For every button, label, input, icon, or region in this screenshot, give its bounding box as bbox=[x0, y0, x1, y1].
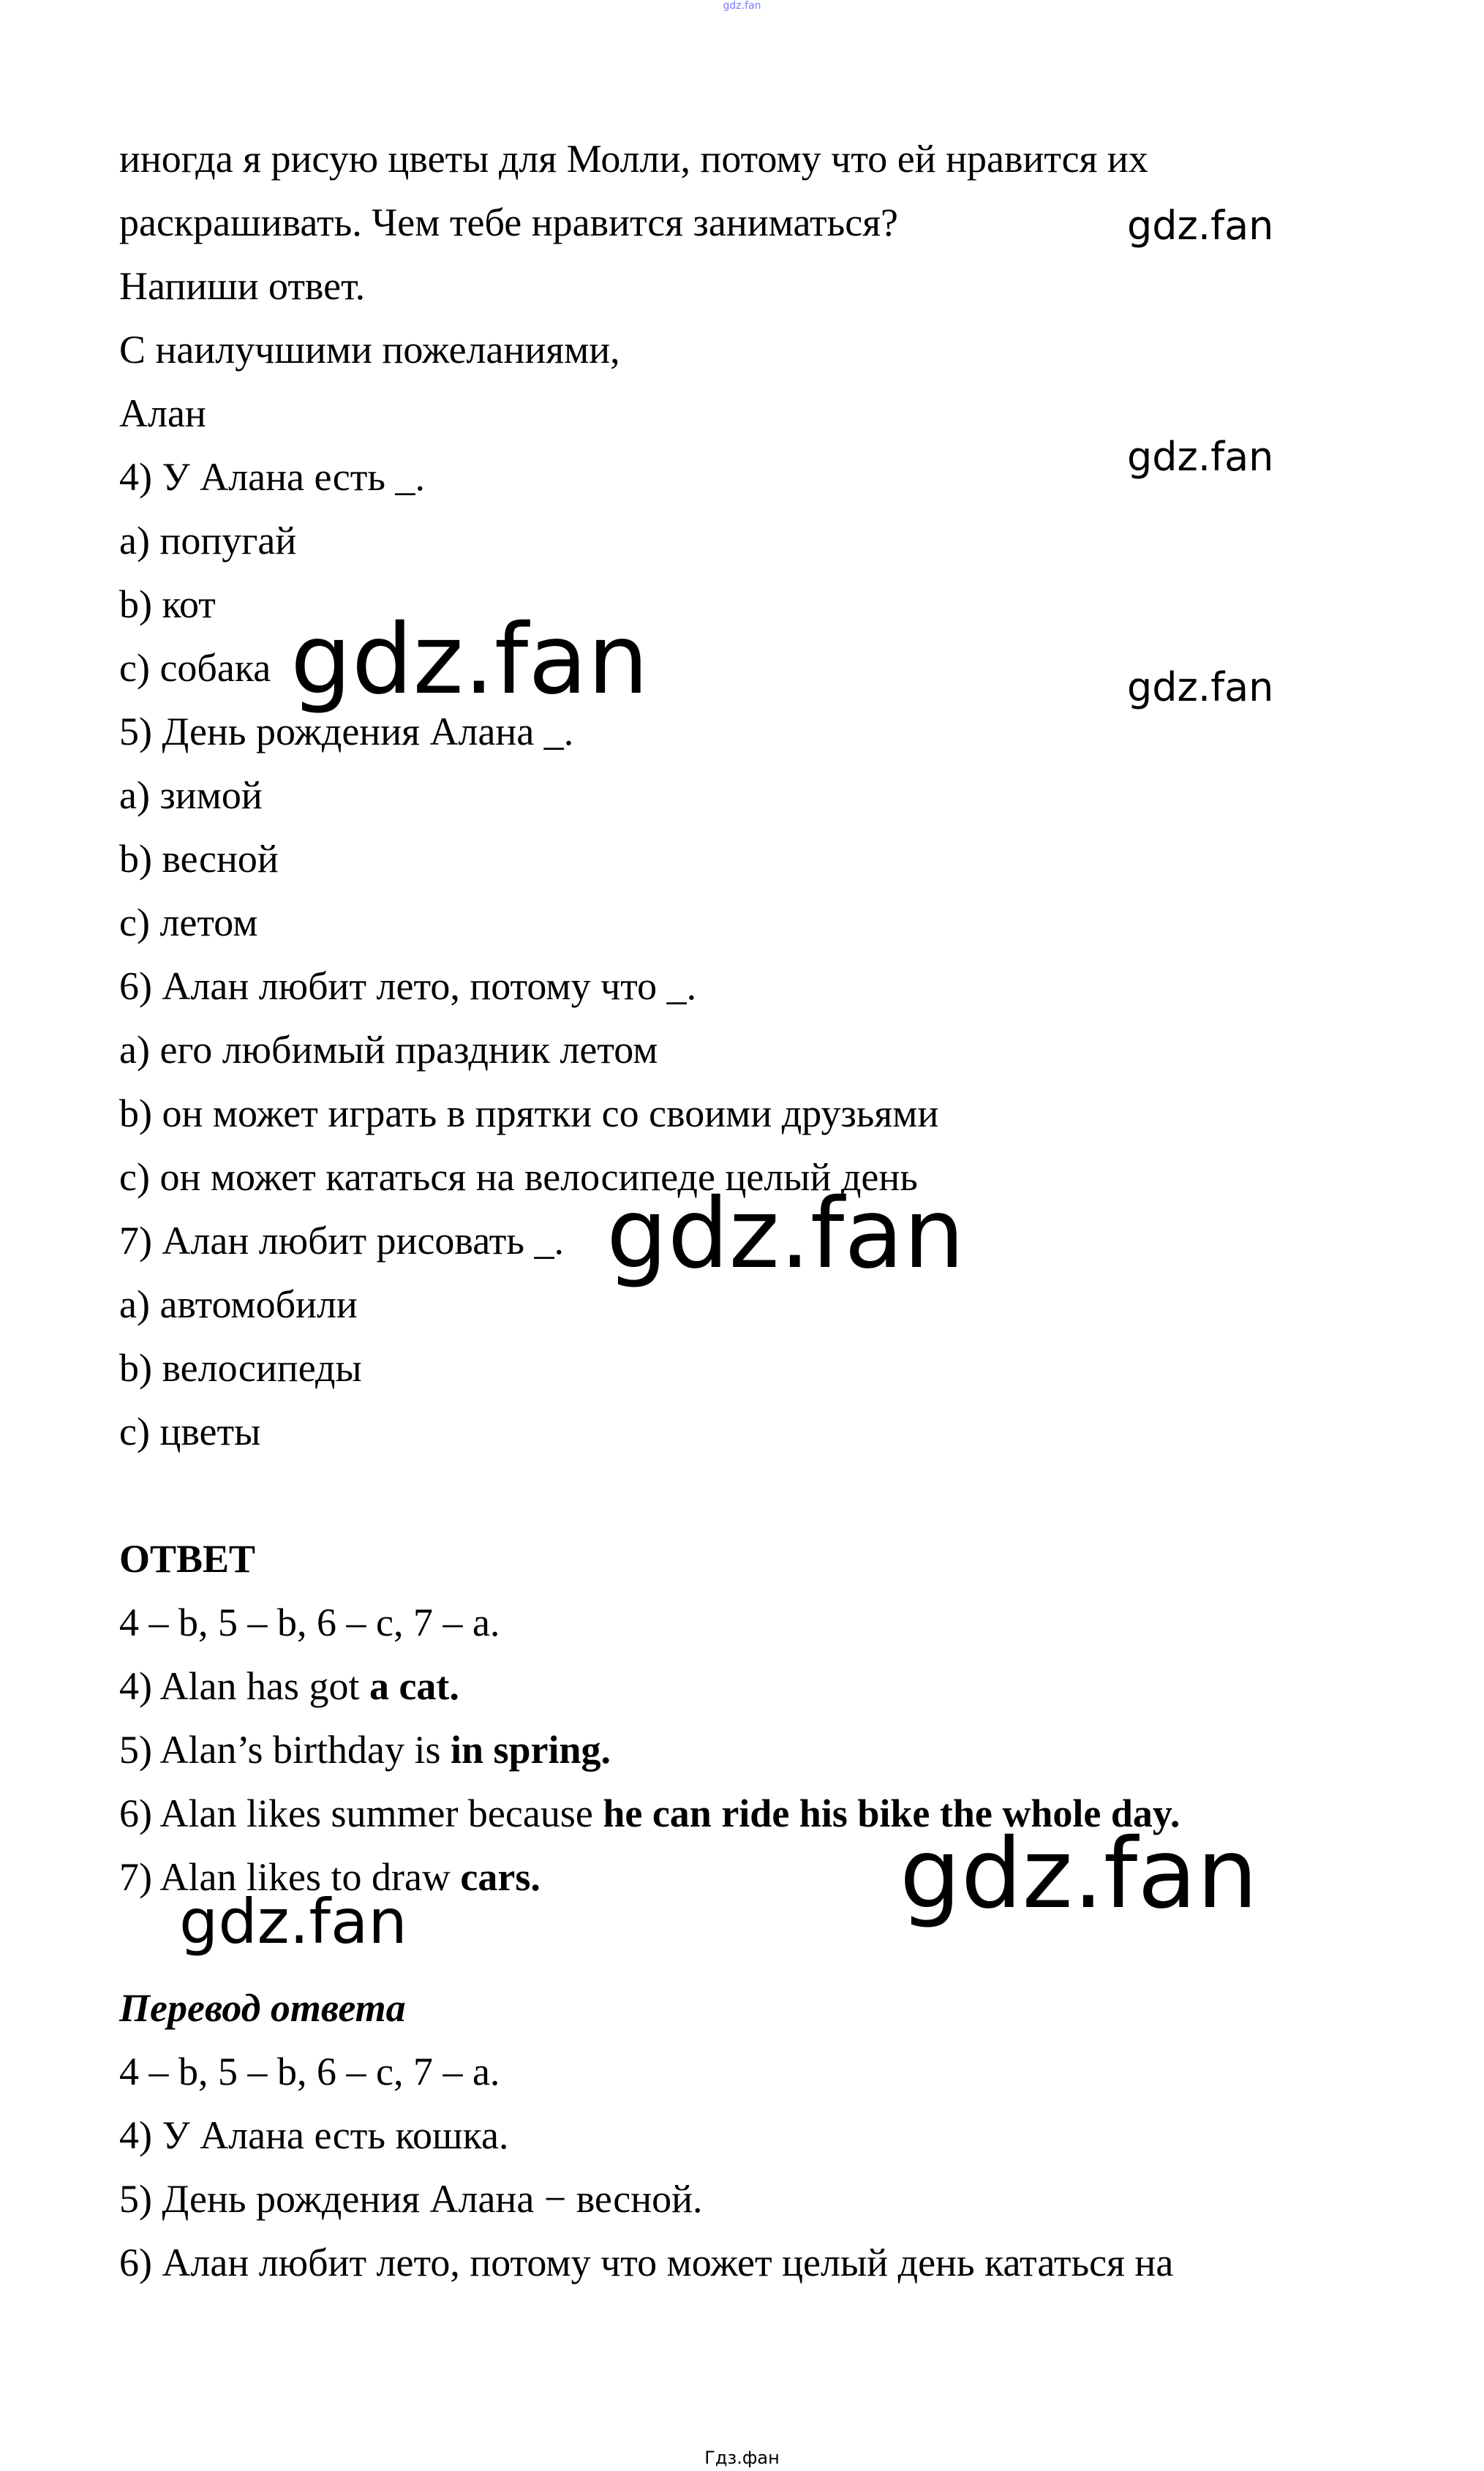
question-4: 4) У Алана есть _. bbox=[119, 455, 425, 499]
option: c) он может кататься на велосипеде целый день bbox=[119, 1155, 918, 1199]
watermark: gdz.fan bbox=[1127, 203, 1274, 249]
answer-5 bbox=[119, 1728, 611, 1772]
watermark: gdz.fan bbox=[290, 603, 649, 716]
answer-text: 7) Alan likes to draw bbox=[119, 1855, 461, 1899]
question-6: 6) Алан любит лето, потому что _. bbox=[119, 964, 697, 1008]
option: c) летом bbox=[119, 900, 258, 944]
watermark: gdz.fan bbox=[179, 1886, 407, 1957]
answer-text: 5) Alan’s birthday is bbox=[119, 1728, 451, 1772]
option: c) цветы bbox=[119, 1410, 261, 1453]
option: c) собака bbox=[119, 646, 271, 690]
option: b) весной bbox=[119, 837, 279, 881]
translation-6: 6) Алан любит лето, потому что может целый день кататься на bbox=[119, 2241, 1174, 2284]
option: a) автомобили bbox=[119, 1282, 358, 1326]
translation-5: 5) День рождения Алана − весной. bbox=[119, 2177, 703, 2221]
option: a) его любимый праздник летом bbox=[119, 1028, 658, 1072]
watermark: gdz.fan bbox=[1127, 434, 1274, 480]
translation-4: 4) У Алана есть кошка. bbox=[119, 2113, 509, 2157]
answer-highlight: he can ride his bike the whole day. bbox=[603, 1791, 1180, 1835]
header-mark: gdz.fan bbox=[723, 0, 761, 12]
answer-highlight: in spring. bbox=[450, 1728, 611, 1772]
option: b) кот bbox=[119, 582, 216, 626]
footer-text: Гдз.фан bbox=[704, 2448, 780, 2468]
letter-line: раскрашивать. Чем тебе нравится заниматься? bbox=[119, 200, 899, 244]
watermark: gdz.fan bbox=[606, 1178, 965, 1290]
letter-closing: С наилучшими пожеланиями, bbox=[119, 328, 620, 372]
answer-4 bbox=[119, 1664, 459, 1708]
option: b) он может играть в прятки со своими друзьями bbox=[119, 1091, 939, 1135]
answer-highlight: cars. bbox=[460, 1855, 541, 1899]
translation-heading: Перевод ответа bbox=[119, 1986, 406, 2030]
watermark: gdz.fan bbox=[1127, 664, 1274, 710]
option: a) попугай bbox=[119, 519, 297, 563]
question-7: 7) Алан любит рисовать _. bbox=[119, 1219, 565, 1263]
translation-key: 4 – b, 5 – b, 6 – c, 7 – a. bbox=[119, 2050, 500, 2094]
option: a) зимой bbox=[119, 773, 263, 817]
option: b) велосипеды bbox=[119, 1346, 362, 1390]
answer-highlight: a cat. bbox=[369, 1664, 459, 1708]
answer-key: 4 – b, 5 – b, 6 – c, 7 – a. bbox=[119, 1601, 500, 1644]
question-5: 5) День рождения Алана _. bbox=[119, 710, 574, 753]
answer-text: 4) Alan has got bbox=[119, 1664, 369, 1708]
answer-text: 6) Alan likes summer because bbox=[119, 1791, 603, 1835]
letter-line: иногда я рисую цветы для Молли, потому что ей нравится их bbox=[119, 137, 1148, 181]
watermark: gdz.fan bbox=[900, 1818, 1258, 1930]
letter-signature: Алан bbox=[119, 391, 206, 435]
answer-heading: ОТВЕТ bbox=[119, 1537, 256, 1581]
letter-line: Напиши ответ. bbox=[119, 264, 366, 308]
